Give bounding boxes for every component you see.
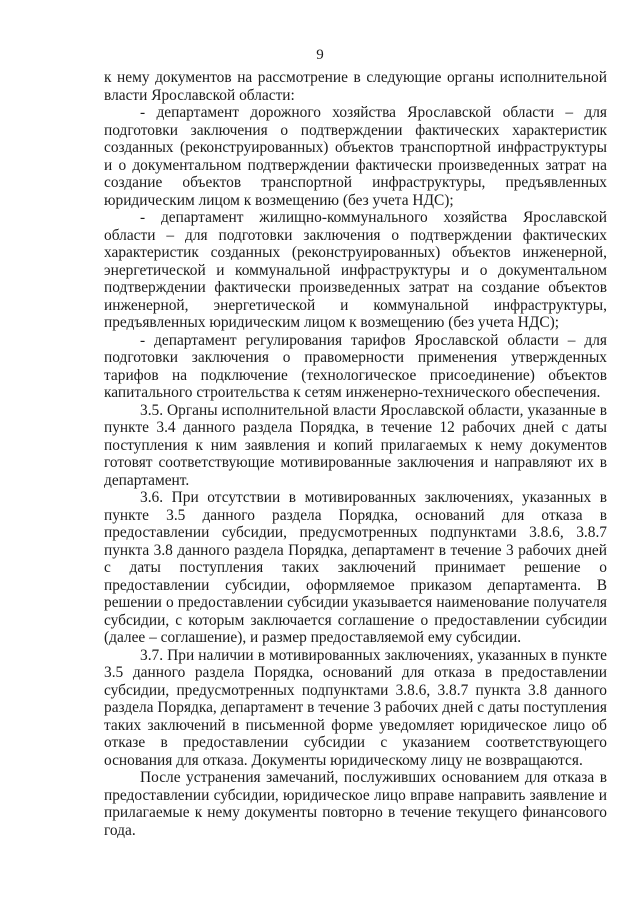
paragraph-tariff-department: - департамент регулирования тарифов Ярославской области – для подготовки заключения о правомерности применения утвержденных тарифов на подключение (технологическое присоединение) объектов капитального строительства к сетям инженерно-технического обеспечения. bbox=[104, 331, 607, 401]
paragraph-road-department: - департамент дорожного хозяйства Ярославской области – для подготовки заключения о подтверждении фактических характеристик созданных (реконструированных) объектов транспортной инфраструктуры и о документальном подтверждении фактически произведенных затрат на создание объектов транспортной инфраструктуры, предъявленных юридическим лицом к возмещению (без учета НДС); bbox=[104, 104, 607, 209]
paragraph-housing-department: - департамент жилищно-коммунального хозяйства Ярославской области – для подготовки заключения о подтверждении фактических характеристик созданных (реконструированных) объектов инженерной, энергетической и коммунальной инфраструктуры и о документальном подтверждении фактически произведенных затрат на создание объектов инженерной, энергетической и коммунальной инфраструктуры, предъявленных юридическим лицом к возмещению (без учета НДС); bbox=[104, 209, 607, 331]
paragraph-3-5: 3.5. Органы исполнительной власти Ярославской области, указанные в пункте 3.4 данного раздела Порядка, в течение 12 рабочих дней с даты поступления к ним заявления и копий прилагаемых к нему документов готовят соответствующие мотивированные заключения и направляют их в департамент. bbox=[104, 401, 607, 489]
paragraph-intro-continuation: к нему документов на рассмотрение в следующие органы исполнительной власти Ярославской области: bbox=[104, 69, 607, 104]
paragraph-3-6: 3.6. При отсутствии в мотивированных заключениях, указанных в пункте 3.5 данного раздела Порядка, оснований для отказа в предоставлении субсидии, предусмотренных подпунктами 3.8.6, 3.8.7 пункта 3.8 данного раздела Порядка, департамент в течение 3 рабочих дней с даты поступления таких заключений принимает решение о предоставлении субсидии, оформляемое приказом департамента. В решении о предоставлении субсидии указывается наименование получателя субсидии, с которым заключается соглашение о предоставлении субсидии (далее – соглашение), и размер предоставляемой ему субсидии. bbox=[104, 489, 607, 646]
paragraph-resubmission: После устранения замечаний, послуживших основанием для отказа в предоставлении субсидии, юридическое лицо вправе направить заявление и прилагаемые к нему документы повторно в течение текущего финансового года. bbox=[104, 769, 607, 839]
document-body bbox=[104, 69, 607, 839]
page-number: 9 bbox=[316, 47, 324, 63]
paragraph-3-7: 3.7. При наличии в мотивированных заключениях, указанных в пункте 3.5 данного раздела Порядка, оснований для отказа в предоставлении субсидии, предусмотренных подпунктами 3.8.6, 3.8.7 пункта 3.8 данного раздела Порядка, департамент в течение 3 рабочих дней с даты поступления таких заключений в письменной форме уведомляет юридическое лицо об отказе в предоставлении субсидии с указанием соответствующего основания для отказа. Документы юридическому лицу не возвращаются. bbox=[104, 646, 607, 769]
